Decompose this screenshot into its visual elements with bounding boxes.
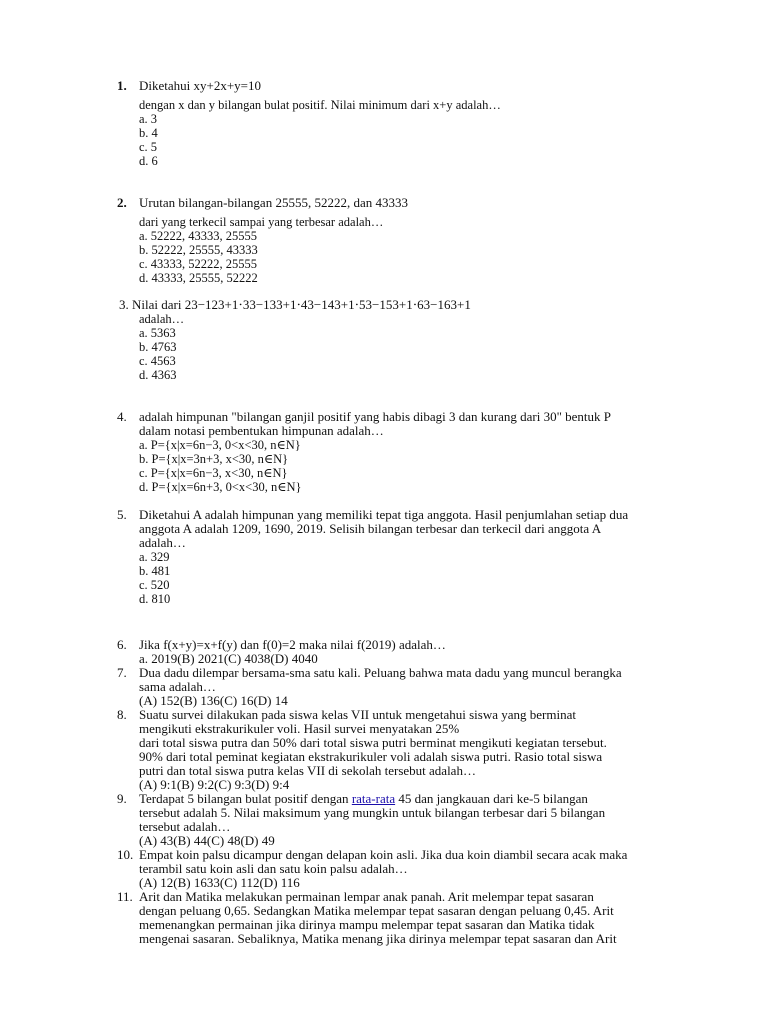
question-stem: Diketahui A adalah himpunan yang memiliki tepat tiga anggota. Hasil penjumlahan setiap dua: [139, 507, 629, 522]
question-text: putri dan total siswa putra kelas VII di sekolah tersebut adalah…: [139, 763, 476, 778]
question-text: dengan x dan y bilangan bulat positif. Nilai minimum dari x+y adalah…: [139, 98, 501, 112]
question-number: 5.: [117, 507, 127, 522]
option-b: b. 4763: [139, 340, 177, 354]
question-text: dengan peluang 0,65. Sedangkan Matika melempar tepat sasaran dengan peluang 0,45. Arit: [139, 903, 614, 918]
question-text: tersebut adalah…: [139, 819, 231, 834]
question-stem-text: Terdapat 5 bilangan bulat positif dengan: [139, 791, 352, 806]
question-number: 9.: [117, 791, 127, 806]
question-text: dalam notasi pembentukan himpunan adalah…: [139, 423, 384, 438]
question-stem: adalah himpunan "bilangan ganjil positif yang habis dibagi 3 dan kurang dari 30" bentuk P: [139, 409, 612, 424]
question-number: 7.: [117, 665, 127, 680]
answer-options: (A) 9:1(B) 9:2(C) 9:3(D) 9:4: [139, 777, 290, 792]
option-c: c. 5: [139, 140, 158, 154]
question-text: dari yang terkecil sampai yang terbesar adalah…: [139, 215, 384, 229]
option-b: b. 481: [139, 564, 171, 578]
option-c: c. 43333, 52222, 25555: [139, 257, 258, 271]
rata-rata-link[interactable]: rata-rata: [351, 791, 396, 806]
option-c: c. 4563: [139, 354, 176, 368]
question-text: sama adalah…: [139, 679, 216, 694]
question-text: anggota A adalah 1209, 1690, 2019. Selisih bilangan terbesar dan terkecil dari anggota A: [139, 521, 602, 536]
option-d: d. 810: [139, 592, 171, 606]
question-text: dari total siswa putra dan 50% dari total siswa putri berminat mengikuti kegiatan tersebut.: [139, 735, 607, 750]
answer-options: (A) 12(B) 1633(C) 112(D) 116: [139, 875, 300, 890]
option-a: a. 5363: [139, 326, 176, 340]
question-stem: Jika f(x+y)=x+f(y) dan f(0)=2 maka nilai f(2019) adalah…: [139, 637, 446, 652]
answer-options: (A) 152(B) 136(C) 16(D) 14: [139, 693, 288, 708]
question-stem: Arit dan Matika melakukan permainan lempar anak panah. Arit melempar tepat sasaran: [139, 889, 594, 904]
option-b: b. 52222, 25555, 43333: [139, 243, 258, 257]
option-a: a. 52222, 43333, 25555: [139, 229, 258, 243]
question-number: 11.: [117, 889, 133, 904]
option-d: d. 6: [139, 154, 158, 168]
question-stem: Urutan bilangan-bilangan 25555, 52222, dan 43333: [139, 195, 408, 210]
question-text: memenangkan permainan jika dirinya mampu melempar tepat sasaran dan Matika tidak: [139, 917, 595, 932]
question-stem: Suatu survei dilakukan pada siswa kelas VII untuk mengetahui siswa yang berminat: [139, 707, 576, 722]
option-d: d. 43333, 25555, 52222: [139, 271, 258, 285]
question-text: mengenai sasaran. Sebaliknya, Matika menang jika dirinya melempar tepat sasaran dan Arit: [139, 931, 617, 946]
option-d: d. 4363: [139, 368, 177, 382]
option-c: c. P={x|x=6n−3, x<30, n∈N}: [139, 466, 288, 480]
option-a: a. 329: [139, 550, 170, 564]
option-a: a. 3: [139, 112, 158, 126]
question-stem: Dua dadu dilempar bersama-sma satu kali. Peluang bahwa mata dadu yang muncul berangka: [139, 665, 622, 680]
question-stem: Diketahui xy+2x+y=10: [139, 78, 262, 93]
question-stem: Empat koin palsu dicampur dengan delapan koin asli. Jika dua koin diambil secara acak maka: [139, 847, 628, 862]
question-stem: 3. Nilai dari 23−123+1⋅33−133+1⋅43−143+1⋅53−153+1⋅63−163+1: [119, 297, 471, 312]
question-text: tersebut adalah 5. Nilai maksimum yang mungkin untuk bilangan terbesar dari 5 bilangan: [139, 805, 606, 820]
question-text: 90% dari total peminat kegiatan ekstrakurikuler voli adalah siswa putri. Rasio total siswa: [139, 749, 603, 764]
question-stem-text: 45 dan jangkauan dari ke-5 bilangan: [395, 791, 588, 806]
question-number: 8.: [117, 707, 127, 722]
option-c: c. 520: [139, 578, 170, 592]
question-number: 6.: [117, 637, 127, 652]
option-d: d. P={x|x=6n+3, 0<x<30, n∈N}: [139, 480, 302, 494]
question-text: mengikuti ekstrakurikuler voli. Hasil survei menyatakan 25%: [139, 721, 460, 736]
question-number: 1.: [117, 78, 127, 93]
answer-options: (A) 43(B) 44(C) 48(D) 49: [139, 833, 275, 848]
question-number: 10.: [117, 847, 134, 862]
question-text: adalah…: [139, 535, 186, 550]
question-number: 4.: [117, 409, 127, 424]
option-a: a. P={x|x=6n−3, 0<x<30, n∈N}: [139, 438, 301, 452]
option-b: b. P={x|x=3n+3, x<30, n∈N}: [139, 452, 289, 466]
answer-options: a. 2019(B) 2021(C) 4038(D) 4040: [139, 651, 318, 666]
question-number: 2.: [117, 195, 127, 210]
option-b: b. 4: [139, 126, 158, 140]
question-stem: [139, 792, 588, 806]
question-text: adalah…: [139, 312, 185, 326]
question-text: terambil satu koin asli dan satu koin palsu adalah…: [139, 861, 408, 876]
